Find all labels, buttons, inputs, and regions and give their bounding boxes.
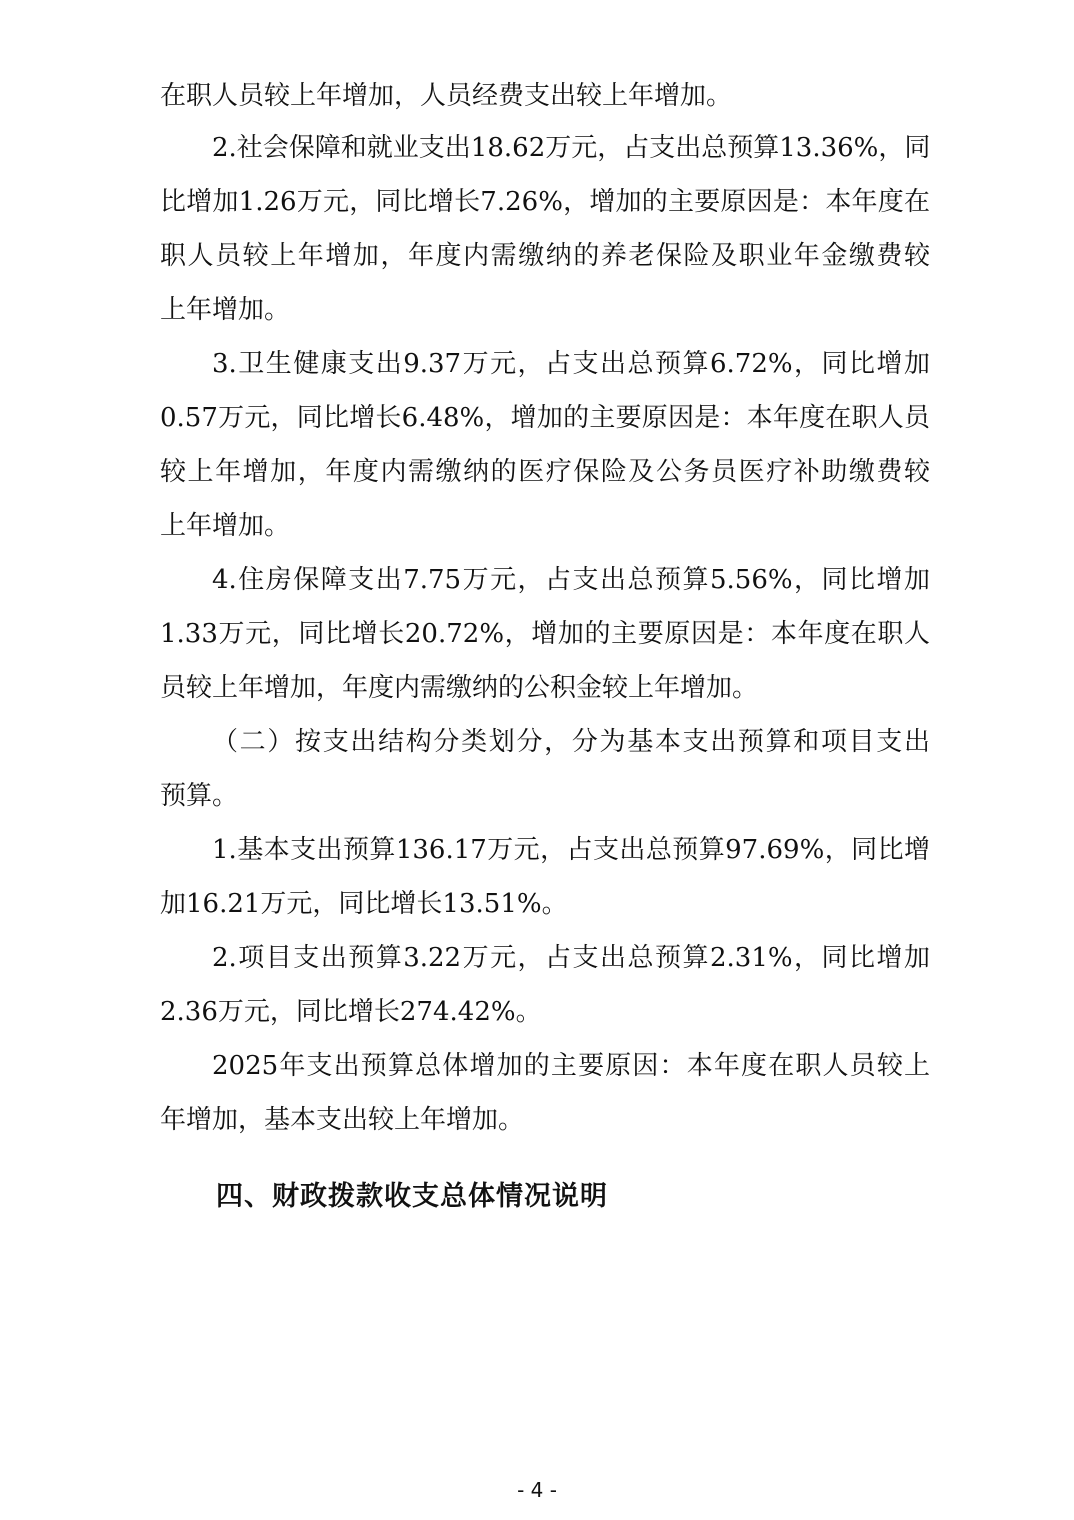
text-line: 员较上年增加，年度内需缴纳的公积金较上年增加。 [160,673,759,703]
text-line: 1.33万元，同比增长20.72%，增加的主要原因是：本年度在职人 [160,619,930,649]
text-line: 职人员较上年增加，年度内需缴纳的养老保险及职业年金缴费较 [160,241,930,271]
text-line: 比增加1.26万元，同比增长7.26%，增加的主要原因是：本年度在 [160,187,930,217]
page-number: - 4 - [517,1478,557,1502]
text-line: 在职人员较上年增加，人员经费支出较上年增加。 [160,81,733,111]
text-line: 2.36万元，同比增长274.42%。 [160,997,542,1027]
text-line: 年增加，基本支出较上年增加。 [160,1105,525,1135]
text-line: 4.住房保障支出7.75万元，占支出总预算5.56%，同比增加 [212,565,930,595]
text-line: 3.卫生健康支出9.37万元，占支出总预算6.72%，同比增加 [212,349,930,379]
text-line: 2.社会保障和就业支出18.62万元，占支出总预算13.36%，同 [212,133,931,163]
text-line: 2025年支出预算总体增加的主要原因：本年度在职人员较上 [212,1051,930,1081]
text-line: 上年增加。 [160,511,291,541]
text-line: 2.项目支出预算3.22万元，占支出总预算2.31%，同比增加 [212,943,930,973]
text-line: 上年增加。 [160,295,291,325]
text-line: （二）按支出结构分类划分，分为基本支出预算和项目支出 [212,727,930,757]
text-line: 较上年增加，年度内需缴纳的医疗保险及公务员医疗补助缴费较 [160,457,930,487]
text-line: 1.基本支出预算136.17万元，占支出总预算97.69%，同比增 [212,835,930,865]
section-heading: 四、财政拨款收支总体情况说明 [216,1181,608,1212]
text-line: 加16.21万元，同比增长13.51%。 [160,889,568,919]
text-line: 预算。 [160,781,239,811]
text-line: 0.57万元，同比增长6.48%，增加的主要原因是：本年度在职人员 [160,403,930,433]
